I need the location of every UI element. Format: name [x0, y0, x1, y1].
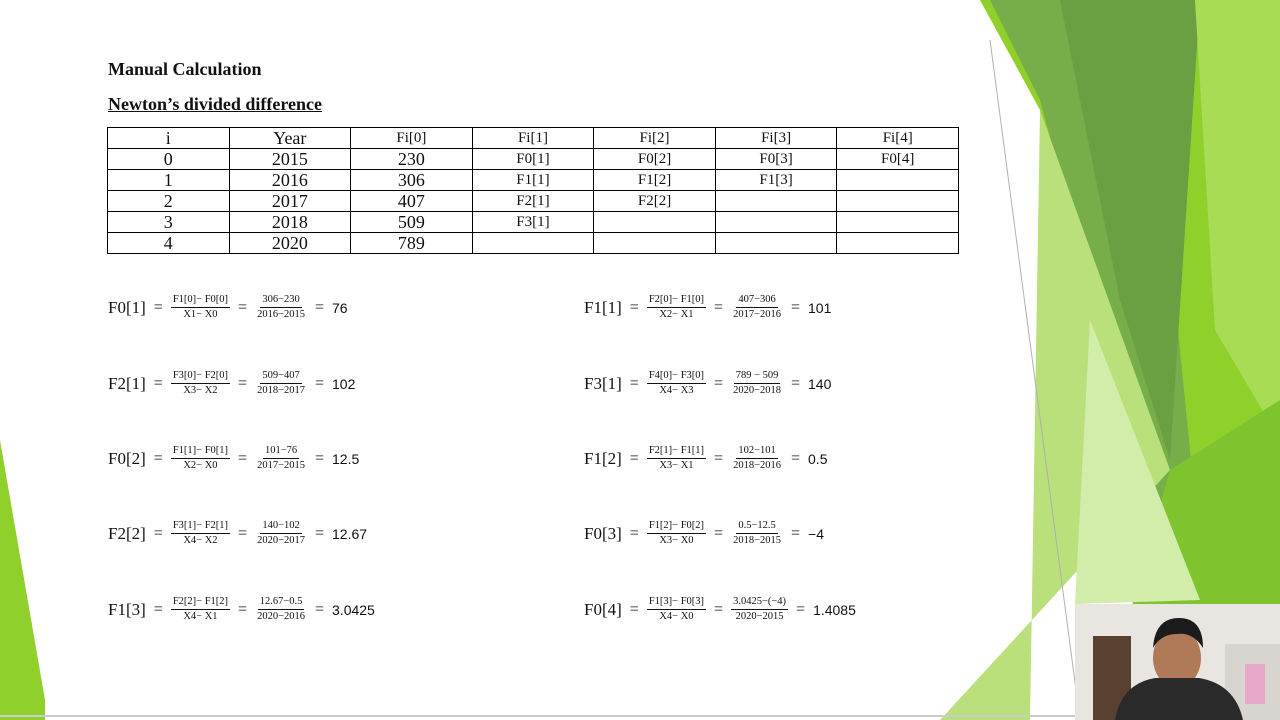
symbolic-fraction: [171, 294, 230, 321]
equation-result: 0.5: [808, 450, 828, 467]
table-cell: [715, 233, 837, 254]
equation-result: 101: [808, 299, 832, 316]
table-cell: 2017: [229, 191, 351, 212]
table-cell: [594, 212, 716, 233]
table-cell: F2[2]: [594, 191, 716, 212]
fraction-denominator: X4− X2: [183, 535, 218, 546]
table-cell: 1: [108, 170, 230, 191]
fraction-numerator: 3.0425−(−4): [731, 596, 788, 610]
divided-difference-table: [107, 127, 959, 254]
fraction-denominator: 2020−2015: [735, 611, 784, 622]
fraction-numerator: F4[0]− F3[0]: [647, 370, 706, 384]
table-row: [108, 191, 959, 212]
header-year: Year: [229, 128, 351, 149]
fraction-numerator: 407−306: [736, 294, 777, 308]
equation-lhs: F0[2]: [108, 448, 146, 468]
table-row: [108, 212, 959, 233]
fraction-numerator: 12.67−0.5: [258, 596, 305, 610]
fraction-denominator: X3− X0: [659, 535, 694, 546]
equation-f0-3: F0[3] = $\frac{F1[2]- F0[2]}{X3- X0}$ = $\frac{0.5-12.5}{2018-2015}$ = −4: [584, 520, 824, 546]
table-cell: [837, 212, 959, 233]
table-cell: [472, 233, 594, 254]
equation-lhs: F1[1]: [584, 297, 622, 317]
fraction-numerator: F2[2]− F1[2]: [171, 596, 230, 610]
fraction-denominator: 2018−2016: [733, 460, 781, 471]
table-cell: 2018: [229, 212, 351, 233]
symbolic-fraction: [647, 294, 706, 321]
presenter-webcam-overlay: [1075, 604, 1280, 720]
equation-lhs: F0[3]: [584, 523, 622, 543]
numeric-fraction: [255, 370, 307, 397]
equation-result: 140: [808, 375, 832, 392]
slide-subtitle: Newton’s divided difference: [108, 94, 322, 114]
fraction-numerator: F1[0]− F0[0]: [171, 294, 230, 308]
fraction-denominator: X2− X0: [183, 460, 218, 471]
equation-f1-3: F1[3] = $\frac{F2[2]- F1[2]}{X4- X1}$ = $\frac{12.67-0.5}{2020-2016}$ = 3.0425: [108, 596, 375, 622]
header-fi2: Fi[2]: [594, 128, 716, 149]
equation-f2-2: F2[2] = $\frac{F3[1]- F2[1]}{X4- X2}$ = $\frac{140-102}{2020-2017}$ = 12.67: [108, 520, 368, 546]
table-cell: F1[1]: [472, 170, 594, 191]
equation-lhs: F0[1]: [108, 297, 146, 317]
fraction-denominator: 2018−2017: [257, 385, 305, 396]
numeric-fraction: [731, 445, 783, 472]
equation-lhs: F2[1]: [108, 373, 146, 393]
fraction-numerator: 306−230: [260, 294, 301, 308]
fraction-numerator: 0.5−12.5: [736, 520, 777, 534]
fraction-numerator: 102−101: [736, 445, 777, 459]
header-fi4: Fi[4]: [837, 128, 959, 149]
table-cell: [715, 191, 837, 212]
table-cell: [837, 170, 959, 191]
symbolic-fraction: [171, 445, 230, 472]
equation-lhs: F2[2]: [108, 523, 146, 543]
table-cell: F1[2]: [594, 170, 716, 191]
fraction-denominator: X2− X1: [659, 309, 694, 320]
numeric-fraction: [255, 596, 307, 623]
table-cell: 3: [108, 212, 230, 233]
table-cell: F0[4]: [837, 149, 959, 170]
fraction-numerator: F2[1]− F1[1]: [647, 445, 706, 459]
equation-lhs: F0[4]: [584, 599, 622, 619]
fraction-numerator: F3[1]− F2[1]: [171, 520, 230, 534]
table-cell: 306: [351, 170, 473, 191]
header-fi1: Fi[1]: [472, 128, 594, 149]
symbolic-fraction: [171, 520, 230, 547]
slide-title: Manual Calculation: [108, 59, 262, 79]
table-cell: 789: [351, 233, 473, 254]
equation-lhs: F1[3]: [108, 599, 146, 619]
header-i: i: [108, 128, 230, 149]
table-cell: [837, 191, 959, 212]
table-cell: 4: [108, 233, 230, 254]
table-row: [108, 233, 959, 254]
fraction-denominator: X3− X1: [659, 460, 694, 471]
table-cell: 509: [351, 212, 473, 233]
fraction-denominator: 2018−2015: [733, 535, 781, 546]
fraction-denominator: 2020−2016: [257, 611, 305, 622]
table-cell: [715, 212, 837, 233]
table-cell: 407: [351, 191, 473, 212]
table-cell: [837, 233, 959, 254]
table-row: [108, 149, 959, 170]
table-cell: F2[1]: [472, 191, 594, 212]
fraction-numerator: F1[3]− F0[3]: [647, 596, 706, 610]
equation-result: 1.4085: [813, 601, 856, 618]
equation-f0-1: F0[1] = $\frac{F1[0]- F0[0]}{X1- X0}$ = $\frac{306-230}{2016-2015}$ = 76: [108, 294, 348, 320]
table-cell: 230: [351, 149, 473, 170]
fraction-numerator: F1[2]− F0[2]: [647, 520, 706, 534]
symbolic-fraction: [647, 520, 706, 547]
symbolic-fraction: [647, 370, 706, 397]
numeric-fraction: [731, 294, 783, 321]
symbolic-fraction: [647, 445, 706, 472]
symbolic-fraction: [647, 596, 706, 623]
fraction-numerator: 101−76: [263, 445, 299, 459]
fraction-numerator: F2[0]− F1[0]: [647, 294, 706, 308]
fraction-denominator: X4− X0: [659, 611, 694, 622]
table-row: [108, 170, 959, 191]
equation-f0-4: F0[4] = $\frac{F1[3]- F0[3]}{X4- X0}$ = $\frac{3.0425-(-4)}{2020-2015}$ = 1.4085: [584, 596, 856, 622]
fraction-denominator: 2020−2017: [257, 535, 305, 546]
equation-f3-1: F3[1] = $\frac{F4[0]- F3[0]}{X4- X3}$ = $\frac{789 - 509}{2020-2018}$ = 140: [584, 370, 832, 396]
table-cell: [594, 233, 716, 254]
equation-result: 12.67: [332, 525, 368, 542]
header-fi3: Fi[3]: [715, 128, 837, 149]
equation-result: 102: [332, 375, 356, 392]
equation-f2-1: F2[1] = $\frac{F3[0]- F2[0]}{X3- X2}$ = $\frac{509-407}{2018-2017}$ = 102: [108, 370, 356, 396]
fraction-denominator: X3− X2: [183, 385, 218, 396]
fraction-denominator: 2017−2016: [733, 309, 781, 320]
table-cell: 0: [108, 149, 230, 170]
fraction-numerator: 509−407: [260, 370, 301, 384]
fraction-numerator: 140−102: [260, 520, 301, 534]
fraction-denominator: X4− X3: [659, 385, 694, 396]
equation-result: 76: [332, 299, 348, 316]
header-fi0: Fi[0]: [351, 128, 473, 149]
table-cell: F0[3]: [715, 149, 837, 170]
symbolic-fraction: [171, 596, 230, 623]
numeric-fraction: [731, 370, 783, 397]
numeric-fraction: [255, 520, 307, 547]
equation-result: 12.5: [332, 450, 360, 467]
table-cell: 2: [108, 191, 230, 212]
fraction-denominator: 2020−2018: [733, 385, 781, 396]
table-cell: F0[1]: [472, 149, 594, 170]
numeric-fraction: [731, 596, 788, 623]
fraction-denominator: X4− X1: [183, 611, 218, 622]
table-cell: 2020: [229, 233, 351, 254]
symbolic-fraction: [171, 370, 230, 397]
table-cell: F1[3]: [715, 170, 837, 191]
fraction-numerator: F3[0]− F2[0]: [171, 370, 230, 384]
table-header-row: [108, 128, 959, 149]
equation-result: −4: [808, 525, 824, 542]
table-cell: F0[2]: [594, 149, 716, 170]
fraction-denominator: X1− X0: [183, 309, 218, 320]
fraction-numerator: 789 − 509: [734, 370, 781, 384]
numeric-fraction: [731, 520, 783, 547]
table-cell: 2015: [229, 149, 351, 170]
fraction-denominator: 2016−2015: [257, 309, 305, 320]
equation-lhs: F1[2]: [584, 448, 622, 468]
table-cell: F3[1]: [472, 212, 594, 233]
equation-result: 3.0425: [332, 601, 375, 618]
equation-lhs: F3[1]: [584, 373, 622, 393]
equation-f1-1: F1[1] = $\frac{F2[0]- F1[0]}{X2- X1}$ = $\frac{407-306}{2017-2016}$ = 101: [584, 294, 832, 320]
numeric-fraction: [255, 294, 307, 321]
table-cell: 2016: [229, 170, 351, 191]
equation-f1-2: F1[2] = $\frac{F2[1]- F1[1]}{X3- X1}$ = $\frac{102-101}{2018-2016}$ = 0.5: [584, 445, 828, 471]
fraction-denominator: 2017−2015: [257, 460, 305, 471]
fraction-numerator: F1[1]− F0[1]: [171, 445, 230, 459]
equation-f0-2: F0[2] = $\frac{F1[1]- F0[1]}{X2- X0}$ = $\frac{101-76}{2017-2015}$ = 12.5: [108, 445, 360, 471]
numeric-fraction: [255, 445, 307, 472]
